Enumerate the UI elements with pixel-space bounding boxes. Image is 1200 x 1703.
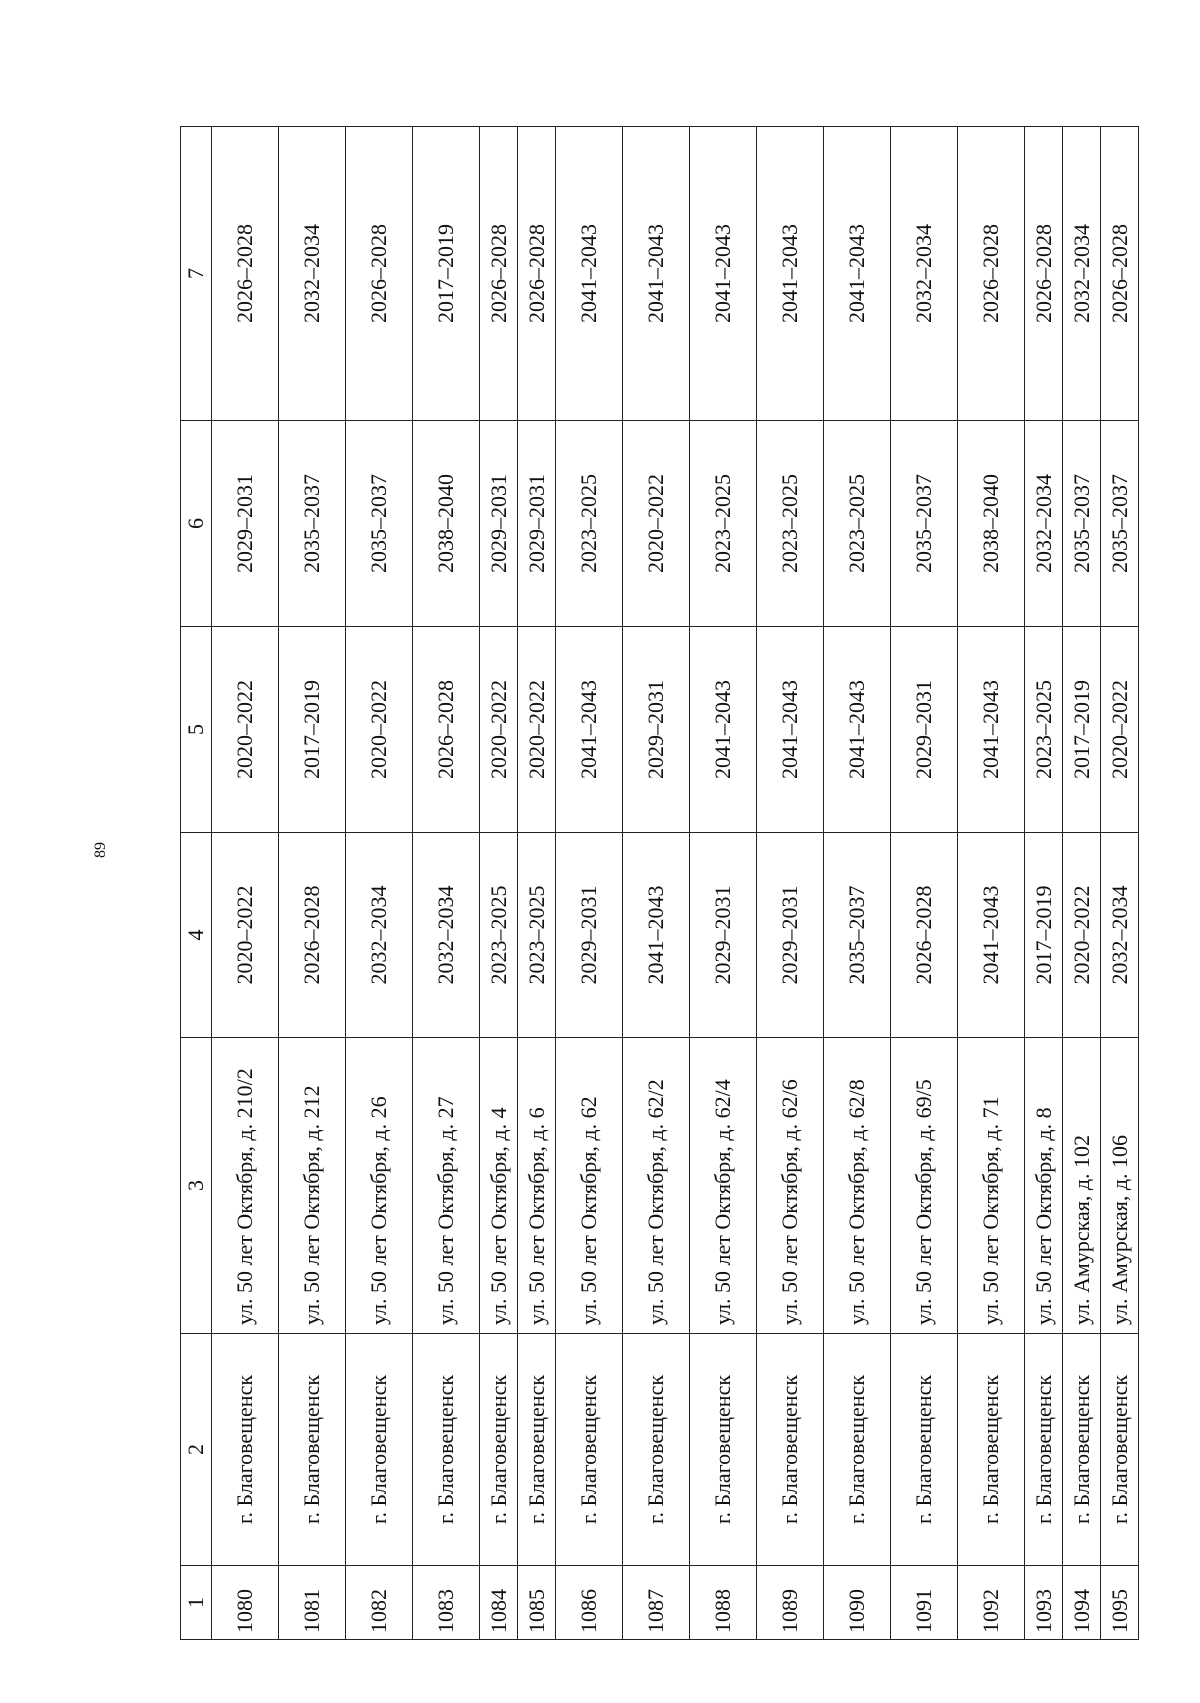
row-address: ул. 50 лет Октября, д. 4	[480, 1038, 518, 1334]
table-row	[958, 127, 1025, 1640]
page-number: 89	[92, 842, 109, 858]
row-address: ул. 50 лет Октября, д. 69/5	[891, 1038, 958, 1334]
row-city: г. Благовещенск	[623, 1334, 690, 1566]
row-address: ул. 50 лет Октября, д. 26	[346, 1038, 413, 1334]
header-row	[181, 127, 212, 1640]
column-header: 3	[181, 1038, 212, 1334]
row-address: ул. 50 лет Октября, д. 8	[1025, 1038, 1063, 1334]
row-col4: 2032–2034	[1101, 833, 1139, 1038]
row-col6: 2038–2040	[413, 421, 480, 627]
row-number: 1083	[413, 1566, 480, 1640]
row-col4: 2020–2022	[212, 833, 279, 1038]
row-col7: 2026–2028	[518, 127, 556, 421]
row-number: 1085	[518, 1566, 556, 1640]
row-address: ул. 50 лет Октября, д. 62/8	[824, 1038, 891, 1334]
row-col5: 2020–2022	[518, 627, 556, 833]
row-city: г. Благовещенск	[1025, 1334, 1063, 1566]
row-col7: 2026–2028	[1025, 127, 1063, 421]
row-number: 1081	[279, 1566, 346, 1640]
row-col5: 2020–2022	[346, 627, 413, 833]
table-row	[1025, 127, 1063, 1640]
row-city: г. Благовещенск	[891, 1334, 958, 1566]
row-col4: 2023–2025	[518, 833, 556, 1038]
row-city: г. Благовещенск	[690, 1334, 757, 1566]
row-address: ул. 50 лет Октября, д. 6	[518, 1038, 556, 1334]
row-address: ул. 50 лет Октября, д. 62	[556, 1038, 623, 1334]
table-row	[757, 127, 824, 1640]
table-row	[824, 127, 891, 1640]
row-col7: 2041–2043	[690, 127, 757, 421]
row-number: 1091	[891, 1566, 958, 1640]
table-row	[413, 127, 480, 1640]
row-address: ул. 50 лет Октября, д. 27	[413, 1038, 480, 1334]
row-city: г. Благовещенск	[480, 1334, 518, 1566]
table-row	[1063, 127, 1101, 1640]
row-col7: 2041–2043	[757, 127, 824, 421]
row-col4: 2032–2034	[346, 833, 413, 1038]
row-number: 1090	[824, 1566, 891, 1640]
row-col5: 2041–2043	[958, 627, 1025, 833]
column-header: 5	[181, 627, 212, 833]
table-row	[212, 127, 279, 1640]
row-col4: 2035–2037	[824, 833, 891, 1038]
column-header: 7	[181, 127, 212, 421]
row-city: г. Благовещенск	[958, 1334, 1025, 1566]
row-col6: 2029–2031	[212, 421, 279, 627]
row-city: г. Благовещенск	[518, 1334, 556, 1566]
row-col7: 2032–2034	[279, 127, 346, 421]
row-col7: 2026–2028	[1101, 127, 1139, 421]
row-number: 1084	[480, 1566, 518, 1640]
row-col7: 2017–2019	[413, 127, 480, 421]
row-number: 1089	[757, 1566, 824, 1640]
row-col6: 2023–2025	[824, 421, 891, 627]
row-number: 1082	[346, 1566, 413, 1640]
row-city: г. Благовещенск	[556, 1334, 623, 1566]
row-col4: 2023–2025	[480, 833, 518, 1038]
row-city: г. Благовещенск	[1101, 1334, 1139, 1566]
row-city: г. Благовещенск	[824, 1334, 891, 1566]
row-city: г. Благовещенск	[212, 1334, 279, 1566]
row-col7: 2032–2034	[1063, 127, 1101, 421]
row-col4: 2041–2043	[623, 833, 690, 1038]
rotated-table-container	[180, 127, 1132, 1640]
row-number: 1086	[556, 1566, 623, 1640]
row-col6: 2035–2037	[891, 421, 958, 627]
row-number: 1094	[1063, 1566, 1101, 1640]
row-city: г. Благовещенск	[413, 1334, 480, 1566]
table-row	[623, 127, 690, 1640]
schedule-table	[180, 126, 1139, 1640]
table-row	[891, 127, 958, 1640]
row-col6: 2035–2037	[1063, 421, 1101, 627]
row-col5: 2029–2031	[891, 627, 958, 833]
column-header: 2	[181, 1334, 212, 1566]
row-col6: 2032–2034	[1025, 421, 1063, 627]
row-col5: 2017–2019	[1063, 627, 1101, 833]
row-col5: 2029–2031	[623, 627, 690, 833]
row-col6: 2020–2022	[623, 421, 690, 627]
row-col5: 2020–2022	[480, 627, 518, 833]
column-header: 6	[181, 421, 212, 627]
row-city: г. Благовещенск	[279, 1334, 346, 1566]
row-col5: 2041–2043	[556, 627, 623, 833]
row-col7: 2032–2034	[891, 127, 958, 421]
row-col5: 2020–2022	[212, 627, 279, 833]
table-row	[1101, 127, 1139, 1640]
row-col5: 2023–2025	[1025, 627, 1063, 833]
row-col6: 2029–2031	[518, 421, 556, 627]
row-city: г. Благовещенск	[757, 1334, 824, 1566]
row-city: г. Благовещенск	[346, 1334, 413, 1566]
row-col6: 2029–2031	[480, 421, 518, 627]
column-header: 4	[181, 833, 212, 1038]
row-col6: 2035–2037	[1101, 421, 1139, 627]
row-col7: 2026–2028	[480, 127, 518, 421]
row-col7: 2041–2043	[623, 127, 690, 421]
table-row	[518, 127, 556, 1640]
row-address: ул. 50 лет Октября, д. 71	[958, 1038, 1025, 1334]
row-number: 1093	[1025, 1566, 1063, 1640]
row-col5: 2017–2019	[279, 627, 346, 833]
row-col4: 2041–2043	[958, 833, 1025, 1038]
row-address: ул. Амурская, д. 102	[1063, 1038, 1101, 1334]
row-address: ул. 50 лет Октября, д. 62/4	[690, 1038, 757, 1334]
row-col6: 2023–2025	[556, 421, 623, 627]
row-address: ул. Амурская, д. 106	[1101, 1038, 1139, 1334]
row-number: 1080	[212, 1566, 279, 1640]
row-number: 1095	[1101, 1566, 1139, 1640]
row-col4: 2017–2019	[1025, 833, 1063, 1038]
row-col7: 2026–2028	[958, 127, 1025, 421]
row-col6: 2035–2037	[279, 421, 346, 627]
row-address: ул. 50 лет Октября, д. 62/2	[623, 1038, 690, 1334]
row-col7: 2041–2043	[556, 127, 623, 421]
table-row	[480, 127, 518, 1640]
column-header: 1	[181, 1566, 212, 1640]
row-number: 1092	[958, 1566, 1025, 1640]
row-col5: 2020–2022	[1101, 627, 1139, 833]
row-col4: 2032–2034	[413, 833, 480, 1038]
row-col5: 2041–2043	[824, 627, 891, 833]
row-city: г. Благовещенск	[1063, 1334, 1101, 1566]
row-number: 1088	[690, 1566, 757, 1640]
row-col4: 2026–2028	[279, 833, 346, 1038]
row-col4: 2029–2031	[757, 833, 824, 1038]
row-col7: 2026–2028	[212, 127, 279, 421]
row-col5: 2026–2028	[413, 627, 480, 833]
row-col7: 2041–2043	[824, 127, 891, 421]
row-col7: 2026–2028	[346, 127, 413, 421]
row-col6: 2038–2040	[958, 421, 1025, 627]
row-col6: 2023–2025	[690, 421, 757, 627]
row-col5: 2041–2043	[690, 627, 757, 833]
row-address: ул. 50 лет Октября, д. 62/6	[757, 1038, 824, 1334]
row-col6: 2035–2037	[346, 421, 413, 627]
row-col4: 2029–2031	[556, 833, 623, 1038]
row-address: ул. 50 лет Октября, д. 212	[279, 1038, 346, 1334]
row-col6: 2023–2025	[757, 421, 824, 627]
row-col5: 2041–2043	[757, 627, 824, 833]
row-address: ул. 50 лет Октября, д. 210/2	[212, 1038, 279, 1334]
table-row	[346, 127, 413, 1640]
table-row	[690, 127, 757, 1640]
table-row	[556, 127, 623, 1640]
row-col4: 2026–2028	[891, 833, 958, 1038]
row-col4: 2020–2022	[1063, 833, 1101, 1038]
table-row	[279, 127, 346, 1640]
row-col4: 2029–2031	[690, 833, 757, 1038]
row-number: 1087	[623, 1566, 690, 1640]
